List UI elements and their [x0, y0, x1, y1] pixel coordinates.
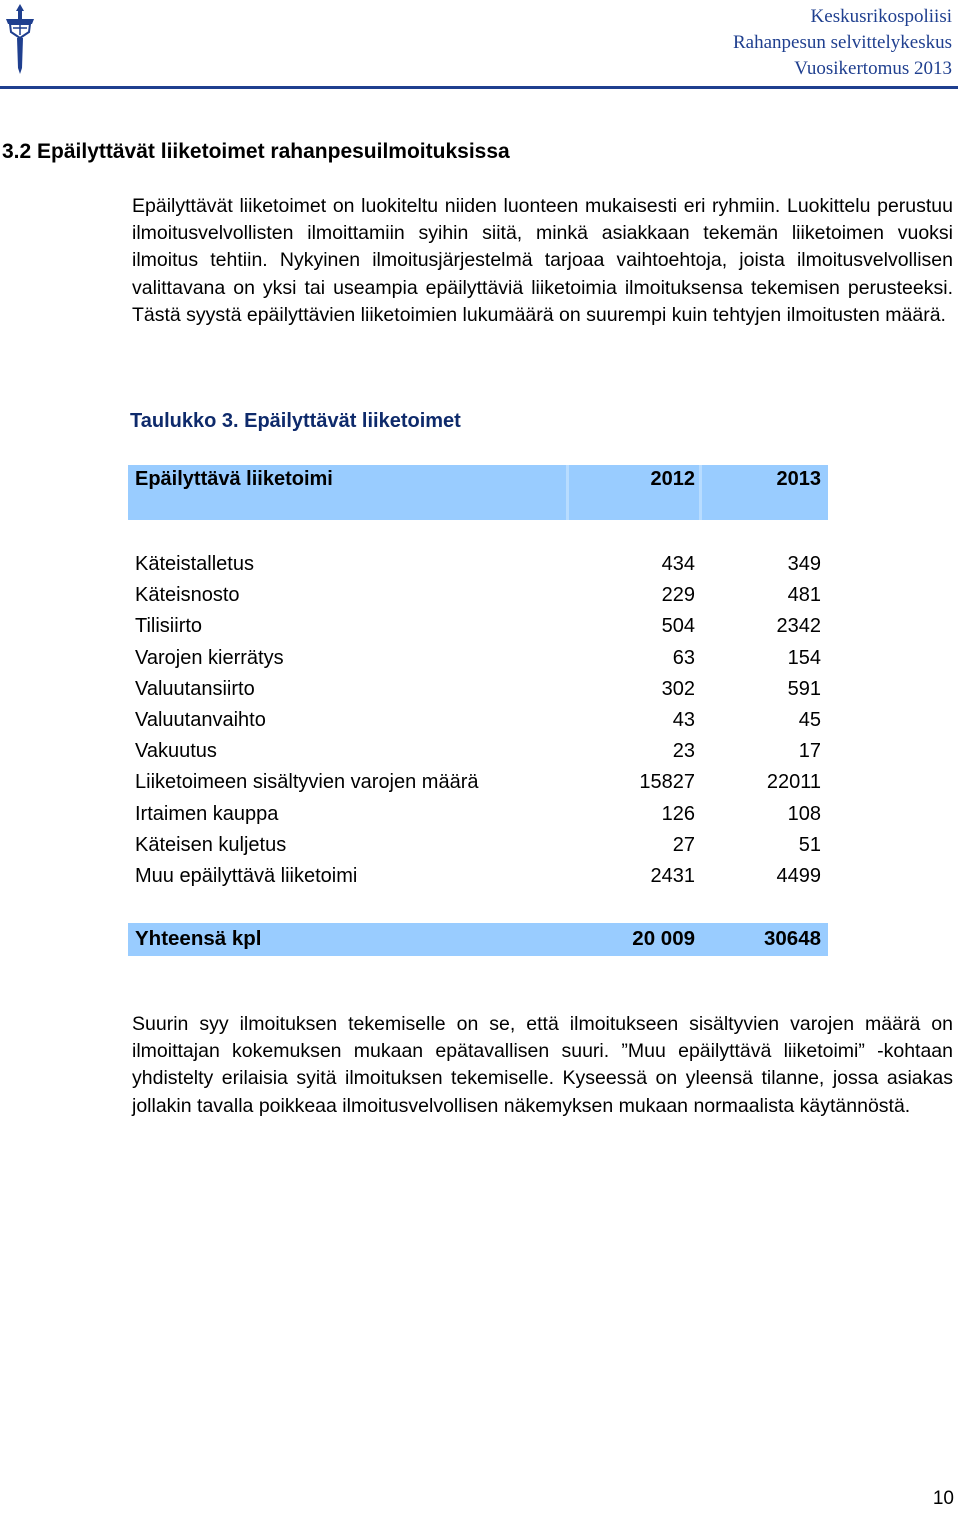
cell-category: Liiketoimeen sisältyvien varojen määrä — [135, 771, 479, 794]
table-row — [128, 830, 828, 861]
cell-2013: 22011 — [766, 771, 821, 794]
cell-2013: 481 — [787, 584, 821, 607]
document-header — [733, 4, 952, 82]
table-row — [128, 861, 828, 892]
intro-paragraph: Epäilyttävät liiketoimet on luokiteltu niiden luonteen mukaisesti eri ryhmiin. Luokittelu perustuu ilmoitusvelvollisten ilmoittamiin syihin siitä, minkä asiakkaan tekemän liiketoimen vuoksi ilmoitus tehtiin. Nykyinen ilmoitusjärjestelmä tarjoaa vaihtoehtoja, joista ilmoitusvelvollisen valittavana on yksi tai useampia epäilyttäviä liiketoimia ilmoituksensa tekemisen perusteeksi. Tästä syystä epäilyttävien liiketoimien lukumäärä on suurempi kuin tehtyjen ilmoitusten määrä. — [132, 195, 953, 326]
cell-category: Käteistalletus — [135, 553, 254, 575]
explanation-paragraph: Suurin syy ilmoituksen tekemiselle on se, että ilmoitukseen sisältyvien varojen määrä on ilmoittajan kokemuksen mukaan epätavallisen suuri. ”Muu epäilyttävä liiketoimi” -kohtaan yhdistelty erilaisia syitä ilmoituksen tekemiselle. Kyseessä on yleensä tilanne, jossa asiakas jollakin tavalla poikkeaa ilmoitusvelvollisen näkemyksen mukaan normaalista käytännöstä. — [132, 1013, 953, 1117]
cell-category: Irtaimen kauppa — [135, 802, 279, 825]
table-row — [128, 580, 828, 611]
cell-2012: 229 — [661, 584, 695, 607]
cell-2013: 349 — [787, 553, 821, 575]
cell-category: Tilisiirto — [135, 615, 203, 638]
table-row — [128, 674, 828, 705]
table-caption: Taulukko 3. Epäilyttävät liiketoimet — [130, 410, 461, 432]
header-divider-line — [699, 465, 702, 520]
header-cell-category: Epäilyttävä liiketoimi — [135, 468, 333, 490]
header-organization: Keskusrikospoliisi — [810, 6, 952, 27]
table-header — [128, 465, 828, 520]
table-body — [128, 549, 828, 892]
header-report-title: Vuosikertomus 2013 — [794, 58, 952, 79]
header-cell-2012: 2012 — [650, 468, 695, 490]
header-divider-line — [566, 465, 569, 520]
police-emblem-logo — [2, 2, 38, 76]
cell-category: Vakuutus — [135, 740, 217, 763]
cell-2012: 15827 — [639, 771, 695, 794]
cell-2013: 45 — [798, 708, 821, 731]
cell-2013: 154 — [787, 646, 821, 669]
header-unit: Rahanpesun selvittelykeskus — [733, 32, 952, 53]
cell-2012: 63 — [672, 646, 695, 669]
cell-2013: 51 — [798, 833, 821, 856]
cell-2012: 43 — [672, 708, 695, 731]
cell-2013: 591 — [787, 677, 821, 700]
cell-2012: 504 — [661, 615, 695, 638]
cell-2013: 4499 — [776, 864, 821, 887]
header-divider — [0, 86, 958, 89]
table-row — [128, 799, 828, 830]
cell-2013: 108 — [787, 802, 821, 825]
cell-category: Varojen kierrätys — [135, 646, 284, 669]
cell-category: Muu epäilyttävä liiketoimi — [135, 864, 358, 887]
table-total-row — [128, 923, 828, 956]
table-row — [128, 767, 828, 798]
cell-2013: 17 — [798, 740, 821, 763]
table-row — [128, 643, 828, 674]
header-cell-2013: 2013 — [776, 468, 821, 490]
page-number: 10 — [932, 1488, 954, 1509]
cell-category: Käteisnosto — [135, 584, 240, 607]
cell-2012: 302 — [661, 677, 695, 700]
table-row — [128, 549, 828, 580]
total-2013: 30648 — [763, 927, 821, 950]
cell-category: Valuutansiirto — [135, 677, 255, 700]
table-row — [128, 705, 828, 736]
table-row — [128, 736, 828, 767]
cell-2012: 2431 — [650, 864, 695, 887]
table-row — [128, 611, 828, 642]
cell-category: Valuutanvaihto — [135, 708, 266, 731]
cell-2013: 2342 — [776, 615, 821, 638]
section-title: 3.2 Epäilyttävät liiketoimet rahanpesuilmoituksissa — [2, 140, 510, 163]
cell-2012: 23 — [672, 740, 695, 763]
total-2012: 20 009 — [632, 927, 695, 950]
cell-2012: 434 — [661, 553, 695, 575]
total-label: Yhteensä kpl — [135, 927, 262, 950]
cell-2012: 126 — [661, 802, 695, 825]
cell-category: Käteisen kuljetus — [135, 833, 287, 856]
cell-2012: 27 — [672, 833, 695, 856]
